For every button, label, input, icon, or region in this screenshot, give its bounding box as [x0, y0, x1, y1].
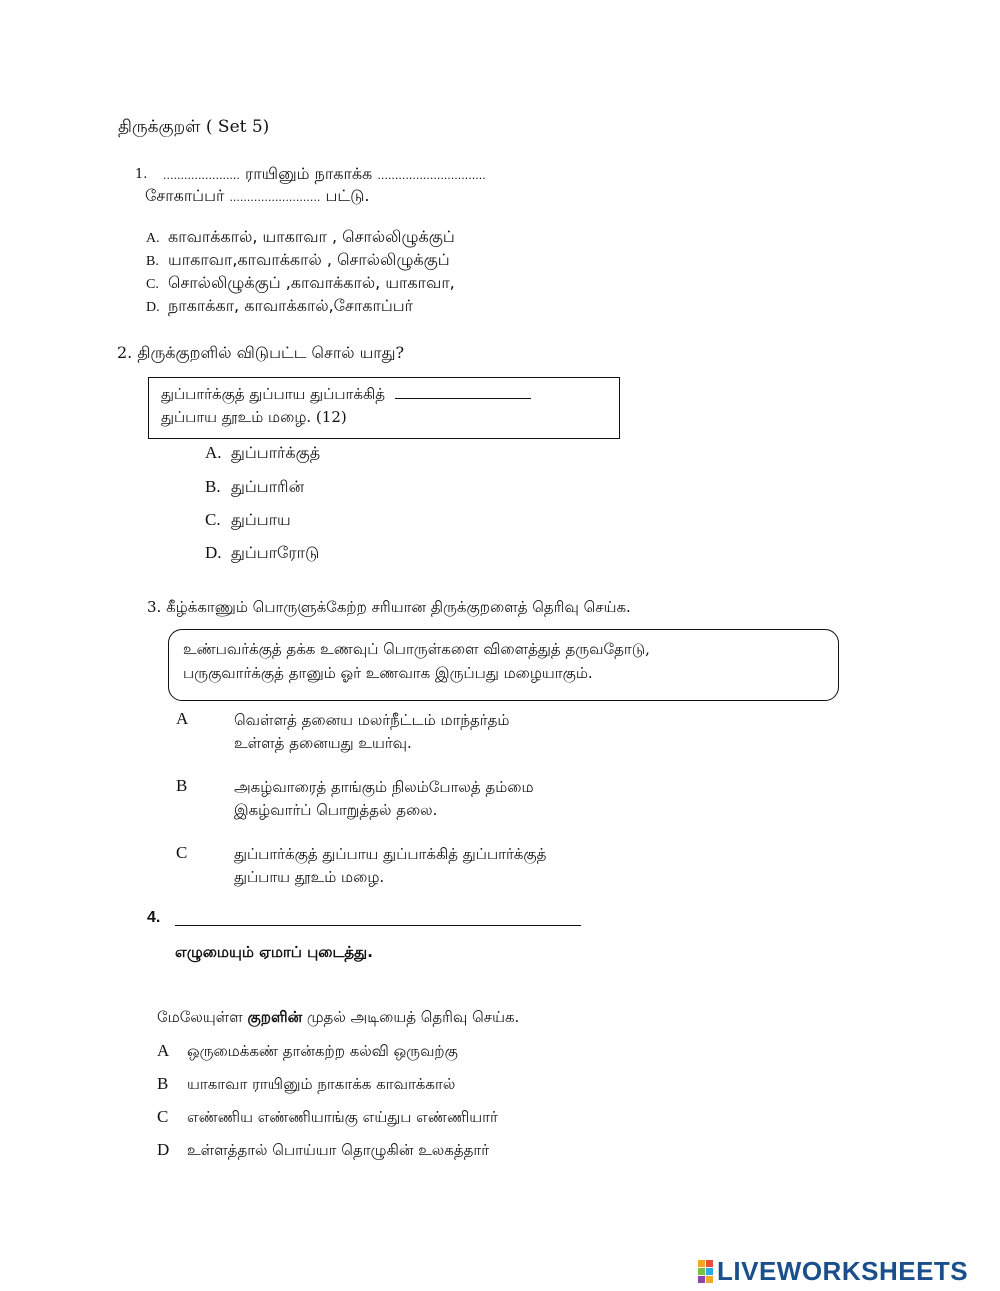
q2-kural-line1-text: துப்பார்க்குத் துப்பாய துப்பாக்கித்	[161, 385, 386, 403]
q2-option-c[interactable]	[205, 510, 291, 531]
q3-option-c[interactable]	[234, 843, 546, 889]
q3-meaning-line1: உண்பவர்க்குத் தக்க உணவுப் பொருள்களை விளைத்துத் தருவதோடு,	[183, 640, 650, 658]
q4-instruction-pre: மேலேயுள்ள	[157, 1008, 248, 1026]
q3-option-c-line1: துப்பார்க்குத் துப்பாய துப்பாக்கித் துப்பார்க்குத்	[234, 845, 547, 863]
q2-kural-line1	[161, 385, 531, 405]
option-text: நாகாக்கா, காவாக்கால்,சோகாப்பர்	[168, 296, 414, 315]
option-text: உள்ளத்தால் பொய்யா தொழுகின் உலகத்தார்	[187, 1141, 490, 1159]
q1-blank-2: ...............................	[377, 169, 486, 182]
option-label: B	[157, 1074, 169, 1093]
option-text: ஒருமைக்கண் தான்கற்ற கல்வி ஒருவற்கு	[187, 1042, 458, 1060]
logo-block	[698, 1260, 705, 1267]
q2-option-d[interactable]	[205, 543, 319, 564]
q1-option-d[interactable]	[146, 296, 413, 317]
logo-block	[698, 1276, 705, 1283]
q1-line2	[145, 186, 369, 207]
q1-line2-pre: சோகாப்பர்	[145, 186, 230, 205]
option-label: C.	[146, 277, 159, 292]
option-label: B.	[146, 254, 159, 269]
q4-instruction	[157, 1008, 519, 1028]
page-title: திருக்குறள் ( Set 5)	[118, 117, 270, 137]
q1-number: 1.	[135, 167, 148, 182]
q4-number: 4.	[147, 909, 161, 926]
q4-instruction-bold: குறளின்	[247, 1008, 303, 1026]
logo-block	[706, 1276, 713, 1283]
q3-meaning-line2: பருகுவார்க்குத் தானும் ஓர் உணவாக இருப்பது மழையாகும்.	[183, 664, 593, 682]
q4-answer-line[interactable]	[175, 925, 581, 926]
option-text: துப்பாரின்	[231, 477, 305, 496]
option-text: யாகாவா ராயினும் நாகாக்க காவாக்கால்	[187, 1075, 456, 1093]
q1-blank-1: ......................	[163, 169, 240, 182]
q4-option-d[interactable]	[157, 1140, 489, 1161]
q1-option-c[interactable]	[146, 273, 455, 294]
option-label: D.	[146, 300, 160, 315]
option-label: A	[157, 1041, 170, 1060]
logo-text: LIVEWORKSHEETS	[717, 1255, 969, 1286]
option-text: துப்பாரோடு	[231, 543, 320, 562]
logo-block	[698, 1268, 705, 1275]
option-text: யாகாவா,காவாக்கால் , சொல்லிழுக்குப்	[168, 250, 450, 269]
q3-option-c-line2: துப்பாய தூஉம் மழை.	[234, 868, 385, 886]
q1-line1-text: ராயினும் நாகாக்க	[239, 164, 378, 183]
option-text: துப்பார்க்குத்	[231, 443, 321, 462]
q2-option-a[interactable]	[205, 443, 320, 464]
option-text: எண்ணிய எண்ணியாங்கு எய்துப எண்ணியார்	[187, 1108, 498, 1126]
q3-option-a[interactable]	[234, 709, 509, 755]
q1-option-a[interactable]	[146, 227, 455, 248]
option-label: A.	[205, 443, 222, 462]
q4-option-a[interactable]	[157, 1041, 458, 1062]
logo-blocks-icon	[698, 1260, 713, 1283]
q4-instruction-post: முதல் அடியைத் தெரிவு செய்க.	[302, 1008, 520, 1026]
q3-option-a-line2: உள்ளத் தனையது உயர்வு.	[234, 734, 412, 752]
q1-blank-3: ..........................	[229, 191, 321, 204]
q2-question: 2. திருக்குறளில் விடுபட்ட சொல் யாது?	[117, 343, 405, 362]
q2-kural-box	[148, 377, 620, 439]
option-text: சொல்லிழுக்குப் ,காவாக்கால், யாகாவா,	[168, 273, 455, 292]
option-label: C	[157, 1107, 169, 1126]
logo-block	[706, 1268, 713, 1275]
q2-answer-blank[interactable]	[395, 386, 531, 399]
q3-option-b-line2: இகழ்வார்ப் பொறுத்தல் தலை.	[234, 801, 438, 819]
q3-option-a-label[interactable]: A	[176, 709, 189, 728]
option-label: C.	[205, 510, 221, 529]
q1-line1	[163, 164, 486, 185]
option-text: துப்பாய	[231, 510, 291, 529]
logo-block	[706, 1260, 713, 1267]
q1-line2-post: பட்டு.	[320, 186, 370, 205]
q1-option-b[interactable]	[146, 250, 450, 271]
option-label: D	[157, 1140, 170, 1159]
q3-meaning-box	[168, 629, 839, 701]
option-text: காவாக்கால், யாகாவா , சொல்லிழுக்குப்	[168, 227, 455, 246]
q3-option-b-line1: அகழ்வாரைத் தாங்கும் நிலம்போலத் தம்மை	[234, 778, 534, 796]
q3-option-b-label[interactable]: B	[176, 776, 188, 795]
q3-option-c-label[interactable]: C	[176, 843, 188, 862]
liveworksheets-logo[interactable]	[698, 1256, 968, 1286]
q2-option-b[interactable]	[205, 477, 304, 498]
q4-option-c[interactable]	[157, 1107, 498, 1128]
q3-question: 3. கீழ்க்காணும் பொருளுக்கேற்ற சரியான திருக்குறளைத் தெரிவு செய்க.	[147, 598, 631, 616]
q3-option-a-line1: வெள்ளத் தனைய மலர்நீட்டம் மாந்தர்தம்	[234, 711, 510, 729]
q4-option-b[interactable]	[157, 1074, 455, 1095]
q4-kural-line2: எழுமையும் ஏமாப் புடைத்து.	[175, 943, 373, 961]
option-label: B.	[205, 477, 221, 496]
option-label: A.	[146, 231, 160, 246]
option-label: D.	[205, 543, 222, 562]
q2-kural-line2: துப்பாய தூஉம் மழை. (12)	[161, 408, 347, 426]
q3-option-b[interactable]	[234, 776, 534, 822]
